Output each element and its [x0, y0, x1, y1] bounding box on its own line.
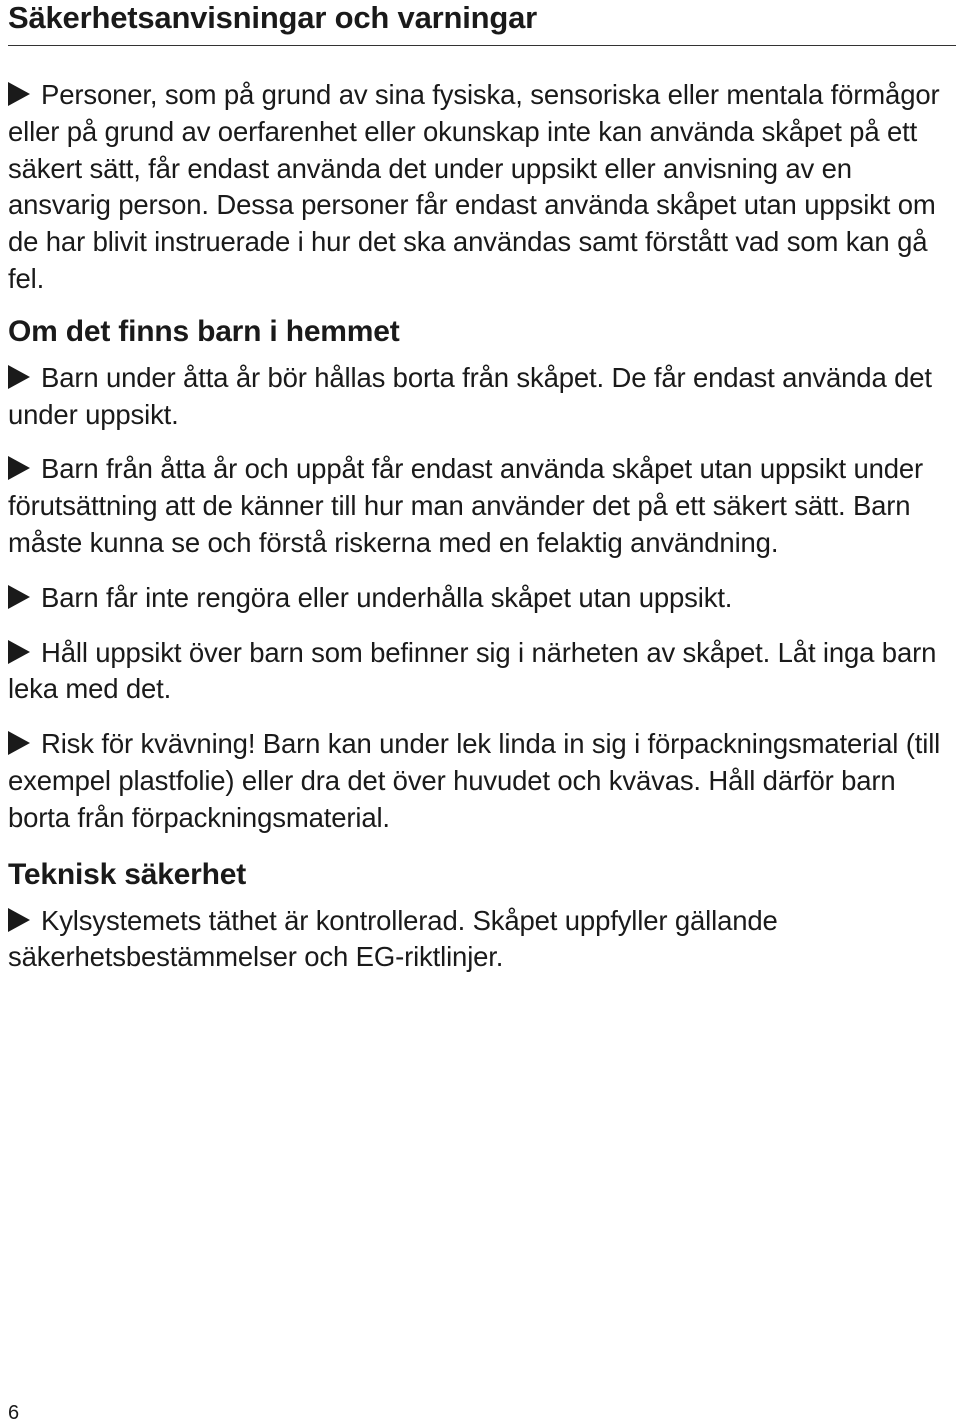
warning-item-text: Barn under åtta år bör hållas borta från skåpet. De får endast använda det under uppsikt. [8, 361, 932, 430]
triangle-right-icon [8, 456, 30, 480]
triangle-right-icon [8, 82, 30, 106]
warning-item-text: Barn från åtta år och uppåt får endast använda skåpet utan uppsikt under förutsättning att de känner till hur man använder det på ett säkert sätt. Barn måste kunna se och förstå riskerna med en felaktig användning. [8, 453, 924, 558]
warning-item [8, 580, 943, 617]
warning-item-text: Håll uppsikt över barn som befinner sig i närheten av skåpet. Låt inga barn leka med det. [8, 636, 937, 705]
warning-item-text: Kylsystemets täthet är kontrollerad. Skåpet uppfyller gällande säkerhetsbestämmelser och EG-riktlinjer. [8, 904, 778, 973]
warning-item [8, 903, 943, 977]
section-heading: Om det finns barn i hemmet [8, 314, 400, 348]
page-title: Säkerhetsanvisningar och varningar [8, 0, 538, 35]
triangle-right-icon [8, 731, 30, 755]
warning-item [8, 77, 943, 298]
warning-item [8, 635, 943, 709]
warning-item [8, 451, 943, 561]
warning-item [8, 360, 943, 434]
warning-item-text: Personer, som på grund av sina fysiska, sensoriska eller mentala förmågor eller på grund av oerfarenhet eller okunskap inte kan använda skåpet på ett säkert sätt, får endast använda det under uppsikt eller anvisning av en ansvarig person. Dessa personer får endast använda skåpet utan uppsikt om de har blivit instruerade i hur det ska användas samt förstått vad som kan gå fel. [8, 79, 940, 294]
title-divider [8, 45, 956, 46]
page-number: 6 [8, 1402, 20, 1424]
warning-item-text: Risk för kvävning! Barn kan under lek linda in sig i förpackningsmaterial (till exempel plastfolie) eller dra det över huvudet och kvävas. Håll därför barn borta från förpackningsmaterial. [8, 728, 941, 833]
warning-item-text: Barn får inte rengöra eller underhålla skåpet utan uppsikt. [41, 581, 733, 613]
triangle-right-icon [8, 585, 30, 609]
document-body [8, 77, 943, 976]
triangle-right-icon [8, 908, 30, 932]
warning-item [8, 726, 943, 836]
section-heading: Teknisk säkerhet [8, 857, 247, 891]
triangle-right-icon [8, 365, 30, 389]
triangle-right-icon [8, 640, 30, 664]
